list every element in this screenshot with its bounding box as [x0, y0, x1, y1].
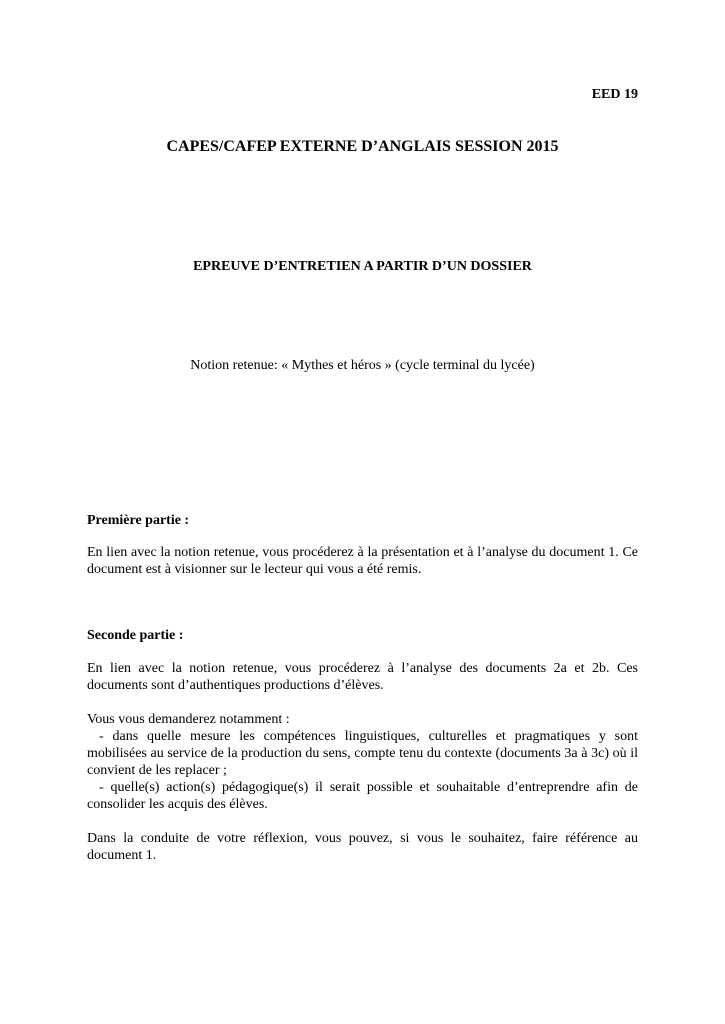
- part1-paragraph: En lien avec la notion retenue, vous procéderez à la présentation et à l’analyse du document 1. Ce document est à visionner sur le lecteur qui vous a été remis.: [87, 545, 638, 577]
- document-code: EED 19: [591, 87, 638, 102]
- part1-text: [87, 544, 638, 578]
- part1-heading: Première partie :: [87, 513, 190, 528]
- part2-heading: Seconde partie :: [87, 628, 184, 643]
- part2-closing-paragraph: Dans la conduite de votre réflexion, vous pouvez, si vous le souhaitez, faire référence au document 1.: [87, 831, 638, 863]
- part2-questions: [87, 711, 638, 813]
- exam-subtitle: EPREUVE D’ENTRETIEN A PARTIR D’UN DOSSIER: [193, 259, 532, 274]
- part2-closing: [87, 830, 638, 864]
- page-title: CAPES/CAFEP EXTERNE D’ANGLAIS SESSION 2015: [166, 138, 559, 155]
- notion-line: Notion retenue: « Mythes et héros » (cycle terminal du lycée): [190, 358, 535, 373]
- list-item: - quelle(s) action(s) pédagogique(s) il serait possible et souhaitable d’entreprendre afin de consolider les acquis des élèves.: [87, 780, 638, 812]
- part2-intro: [87, 660, 638, 694]
- part2-lead: Vous vous demanderez notamment :: [87, 712, 290, 727]
- list-item: - dans quelle mesure les compétences linguistiques, culturelles et pragmatiques y sont mobilisées au service de la production du sens, compte tenu du contexte (documents 3a à 3c) où il convient de les replacer ;: [87, 729, 638, 778]
- part2-intro-paragraph: En lien avec la notion retenue, vous procéderez à l’analyse des documents 2a et 2b. Ces documents sont d’authentiques productions d’élèves.: [87, 661, 638, 693]
